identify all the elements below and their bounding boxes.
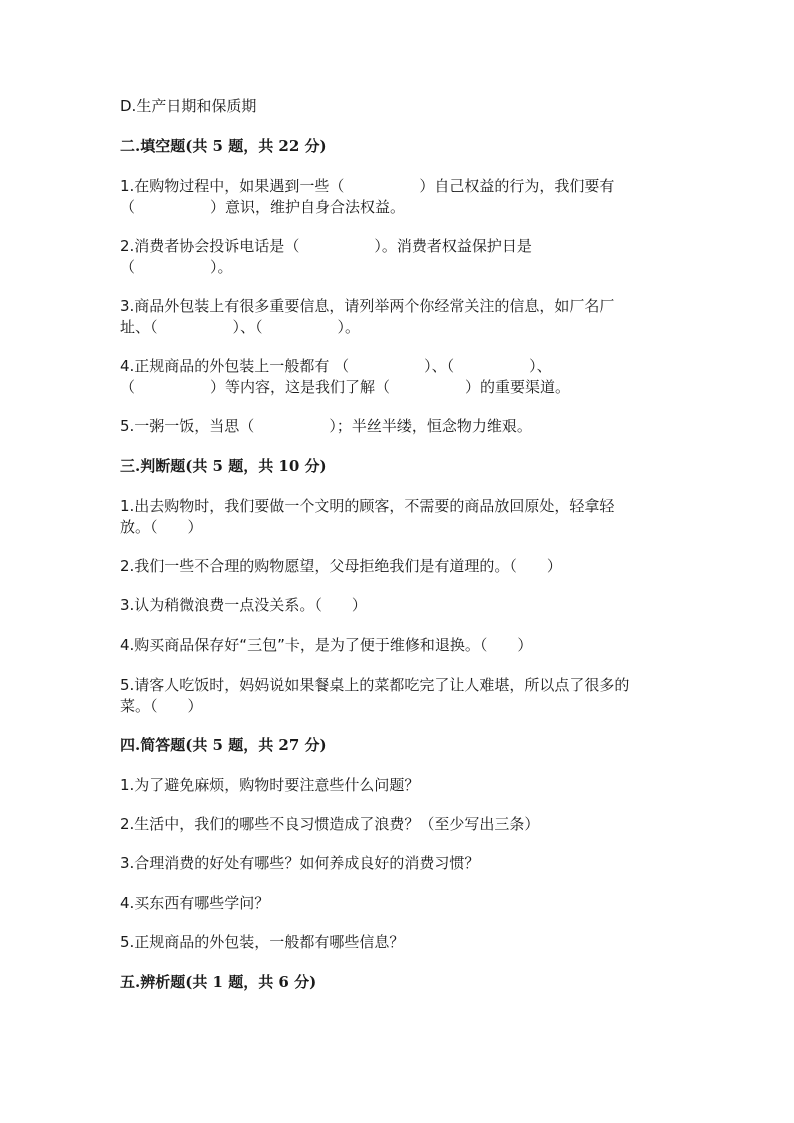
short-answer-q5: 5.正规商品的外包装，一般都有哪些信息？ [120, 933, 405, 951]
short-answer-q4: 4.买东西有哪些学问？ [120, 894, 270, 912]
section-heading-analysis: 五.辨析题(共 1 题，共 6 分) [120, 973, 317, 991]
short-answer-q2: 2.生活中，我们的哪些不良习惯造成了浪费？（至少写出三条） [120, 815, 540, 833]
section-heading-fill-blank: 二.填空题(共 5 题，共 22 分) [120, 137, 327, 155]
true-false-q5-line2: 菜。（ ） [120, 697, 203, 715]
fill-blank-q1-line1: 1.在购物过程中，如果遇到一些（ ）自己权益的行为，我们要有 [120, 177, 615, 195]
fill-blank-q3-line2: 址、（ ）、（ ）。 [120, 318, 361, 336]
true-false-q4: 4.购买商品保存好“三包”卡，是为了便于维修和退换。（ ） [120, 636, 533, 654]
fill-blank-q2-line2: （ ）。 [120, 258, 233, 276]
short-answer-q1: 1.为了避免麻烦，购物时要注意些什么问题？ [120, 776, 420, 794]
section-heading-short-answer: 四.简答题(共 5 题，共 27 分) [120, 736, 327, 754]
section-heading-true-false: 三.判断题(共 5 题，共 10 分) [120, 457, 327, 475]
fill-blank-q3-line1: 3.商品外包装上有很多重要信息，请列举两个你经常关注的信息，如厂名厂 [120, 297, 615, 315]
fill-blank-q5: 5.一粥一饭，当思（ ）；半丝半缕，恒念物力维艰。 [120, 417, 532, 435]
option-d: D.生产日期和保质期 [120, 97, 257, 115]
fill-blank-q4-line1: 4.正规商品的外包装上一般都有 （ ）、（ ）、 [120, 357, 552, 375]
fill-blank-q2-line1: 2.消费者协会投诉电话是（ ）。消费者权益保护日是 [120, 237, 532, 255]
true-false-q2: 2.我们一些不合理的购物愿望，父母拒绝我们是有道理的。（ ） [120, 557, 562, 575]
fill-blank-q1-line2: （ ）意识，维护自身合法权益。 [120, 198, 406, 216]
true-false-q1-line1: 1.出去购物时，我们要做一个文明的顾客，不需要的商品放回原处，轻拿轻 [120, 497, 615, 515]
true-false-q1-line2: 放。（ ） [120, 518, 203, 536]
short-answer-q3: 3.合理消费的好处有哪些？如何养成良好的消费习惯？ [120, 854, 480, 872]
true-false-q5-line1: 5.请客人吃饭时，妈妈说如果餐桌上的菜都吃完了让人难堪，所以点了很多的 [120, 676, 630, 694]
true-false-q3: 3.认为稍微浪费一点没关系。（ ） [120, 596, 367, 614]
fill-blank-q4-line2: （ ）等内容，这是我们了解（ ）的重要渠道。 [120, 378, 571, 396]
